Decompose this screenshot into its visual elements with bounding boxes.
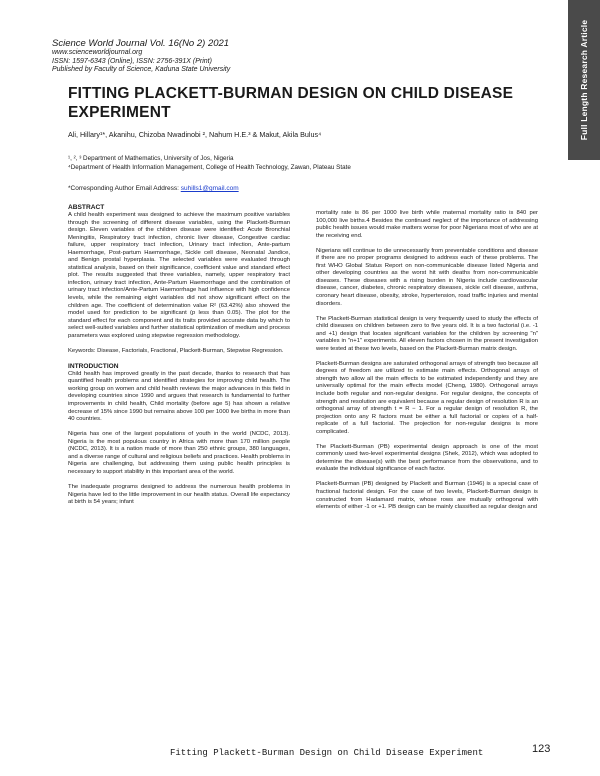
intro-paragraph: Child health has improved greatly in the past decade, thanks to research that has quantified health problems and identified strategies for improving child health. The working group on women and child health reviews the major advances in this field in developing countries since 1990 and argues that research is fundamental to further improvements in child health, Child mortality (before age 5) has shown a relative decrease of 15% since 1990 but remains above 100 per 1000 live births in more than 40 countries. — [68, 370, 290, 423]
body-paragraph: mortality rate is 86 per 1000 live birth while maternal mortality ratio is 840 per 100,000 live births.4 Besides the continued neglect of the importance of addressing public health issues would make matters worse for poor Nigerians most of who are at the receiving end. — [316, 210, 538, 239]
affiliations — [68, 154, 538, 172]
right-column — [316, 210, 538, 519]
journal-publisher: Published by Faculty of Science, Kaduna State University — [52, 66, 231, 73]
corresponding-label: *Corresponding Author Email Address: — [68, 185, 181, 192]
journal-website: www.scienceworldjournal.org — [52, 49, 143, 56]
author-list: Ali, Hillary¹*, Akanihu, Chizoba Nwadinobi ², Nahum H.E.³ & Makut, Akila Bulus⁴ — [68, 130, 322, 139]
corresponding-email-link[interactable]: suhills1@gmail.com — [180, 185, 239, 192]
affiliation-1: ¹, ², ³ Department of Mathematics, University of Jos, Nigeria — [68, 155, 234, 162]
body-paragraph: The Plackett-Burman (PB) experimental design approach is one of the most commonly used two-level experimental designs (Shek, 2012), which was adopted to determine the disease(s) with the best performance from the observations, and to evaluate the individual significance of each factor. — [316, 443, 538, 473]
intro-paragraph: Nigeria has one of the largest populations of youth in the world (NCDC, 2013). Nigeria is the most populous country in Africa with more than 170 million people (NCDC, 2013). It is a nation made of more than 250 ethnic groups, 380 languages, and a diverse range of cultural and religious beliefs and practices. Health problems in Nigeria are challenging, but addressing them using public health principles is necessary to support stability in this important area of the world. — [68, 431, 291, 475]
article-type-label: Full Length Research Article — [579, 19, 589, 141]
abstract-heading: ABSTRACT — [68, 204, 105, 211]
body-paragraph: Plackett-Burman (PB) designed by Plackett and Burman (1946) is a special case of fractional factorial design. For the case of two levels, Plackett-Burman design is constructed from Hadamard matrix, whose rows are mutually orthogonal with elements of either -1 or +1. PB design can be mainly classified as regular design and — [316, 481, 538, 511]
body-paragraph: Plackett-Burman designs are saturated orthogonal arrays of strength two because all degrees of freedom are utilized to estimate main effects. Orthogonal arrays of strength two allow all the main effects to be estimated independently and they are universally optimal for the main effects model (Cheng, 1980). Orthogonal arrays include both regular and non-regular designs. For regular designs, the concepts of strength and resolution are equivalent because a regular design of resolution R is an orthogonal array of strength t = R − 1. For a regular design of resolution R, the projection onto any R factors must be either a full factorial or copies of a half-replicate of a full factorial. The projection for non-regular designs is more complicated. — [316, 360, 538, 435]
article-type-tab — [568, 0, 600, 160]
body-paragraph: The Plackett-Burman statistical design is very frequently used to study the effects of child diseases on children between zero to five years old. It is a two factorial (i.e. -1 and +1) design that locates significant variables for the children by screening "n" variables in "n+1" experiments. All eleven factors chosen in the present investigation were tested at these two levels, based on the Plackett-Burman matrix design. — [316, 315, 538, 352]
affiliation-2: ⁴Department of Health Information Management, College of Health Technology, Zawan, Plateau State — [68, 164, 351, 171]
journal-issn: ISSN: 1597-6343 (Online), ISSN: 2756-391X (Print) — [52, 57, 212, 65]
article-title: FITTING PLACKETT-BURMAN DESIGN ON CHILD DISEASE EXPERIMENT — [68, 85, 514, 121]
corresponding-author — [68, 184, 538, 193]
journal-title: Science World Journal Vol. 16(No 2) 2021 — [52, 38, 230, 49]
intro-paragraph: The inadequate programs designed to address the numerous health problems in Nigeria have led to the little improvement in our health status. Overall life expectancy at birth is 54 years; infant — [68, 483, 290, 506]
body-paragraph: Nigerians will continue to die unnecessarily from preventable conditions and disease if there are no proper programs designed to address each of these problems. The first WHO Global Status Report on non-communicable disease listed Nigeria and other developing countries as the worst hit with deaths from non-communicable diseases. These diseases with a rising burden in Nigeria include cardiovascular disease, cancer, diabetes, chronic respiratory diseases, sickle cell disease, asthma, coronary heart disease, obesity, stroke, hypertension, road traffic injuries and mental disorders. — [316, 247, 538, 307]
keywords: Keywords: Disease, Factorials, Fractional, Plackett-Burman, Stepwise Regression. — [68, 347, 284, 354]
page-number: 123 — [532, 743, 551, 755]
running-footer-title: Fitting Plackett-Burman Design on Child Disease Experiment — [170, 748, 484, 758]
journal-header — [52, 38, 522, 75]
introduction-heading: INTRODUCTION — [68, 362, 119, 370]
left-column — [68, 204, 290, 514]
abstract-text: A child health experiment was designed to achieve the maximum positive variables through the screening of different disease variables, using the Plackett-Burman design. Eleven variables of the children disease were identified: Acute Bronchial Meningitis, Respiratory tract infection, chronic liver disease, Congestive cardiac failure, upper respiratory tract infection, Urinary tract infection, Ante-partum Haemorrhage, Post-partum Haemorrhage, Sickle cell disease, Neonatal Jandice, and Benign prostal hyperplasia. The selected variables were evaluated through statistical analysis, based on their significance, coefficient value and standard effect plot. The results suggested that three variables, namely, upper respiratory tract infection, urinary tract infection, Ante-Partum Haemorrhage and the combination of urinary tract infection/Ante-Partum Haemorrhage had influence with high confidence levels, while the remaining eight variables did not show significant effect on the children age. The coefficient of determination value R² (63.42%) also showed the model used for prediction to be significant (p less than 0.05). The plot for the standard effect for each component and its traits provided accurate data by which to select well-suited variables and further statistical optimization of medium and process parameters was explored using stepwise regression methodology. — [68, 212, 290, 339]
